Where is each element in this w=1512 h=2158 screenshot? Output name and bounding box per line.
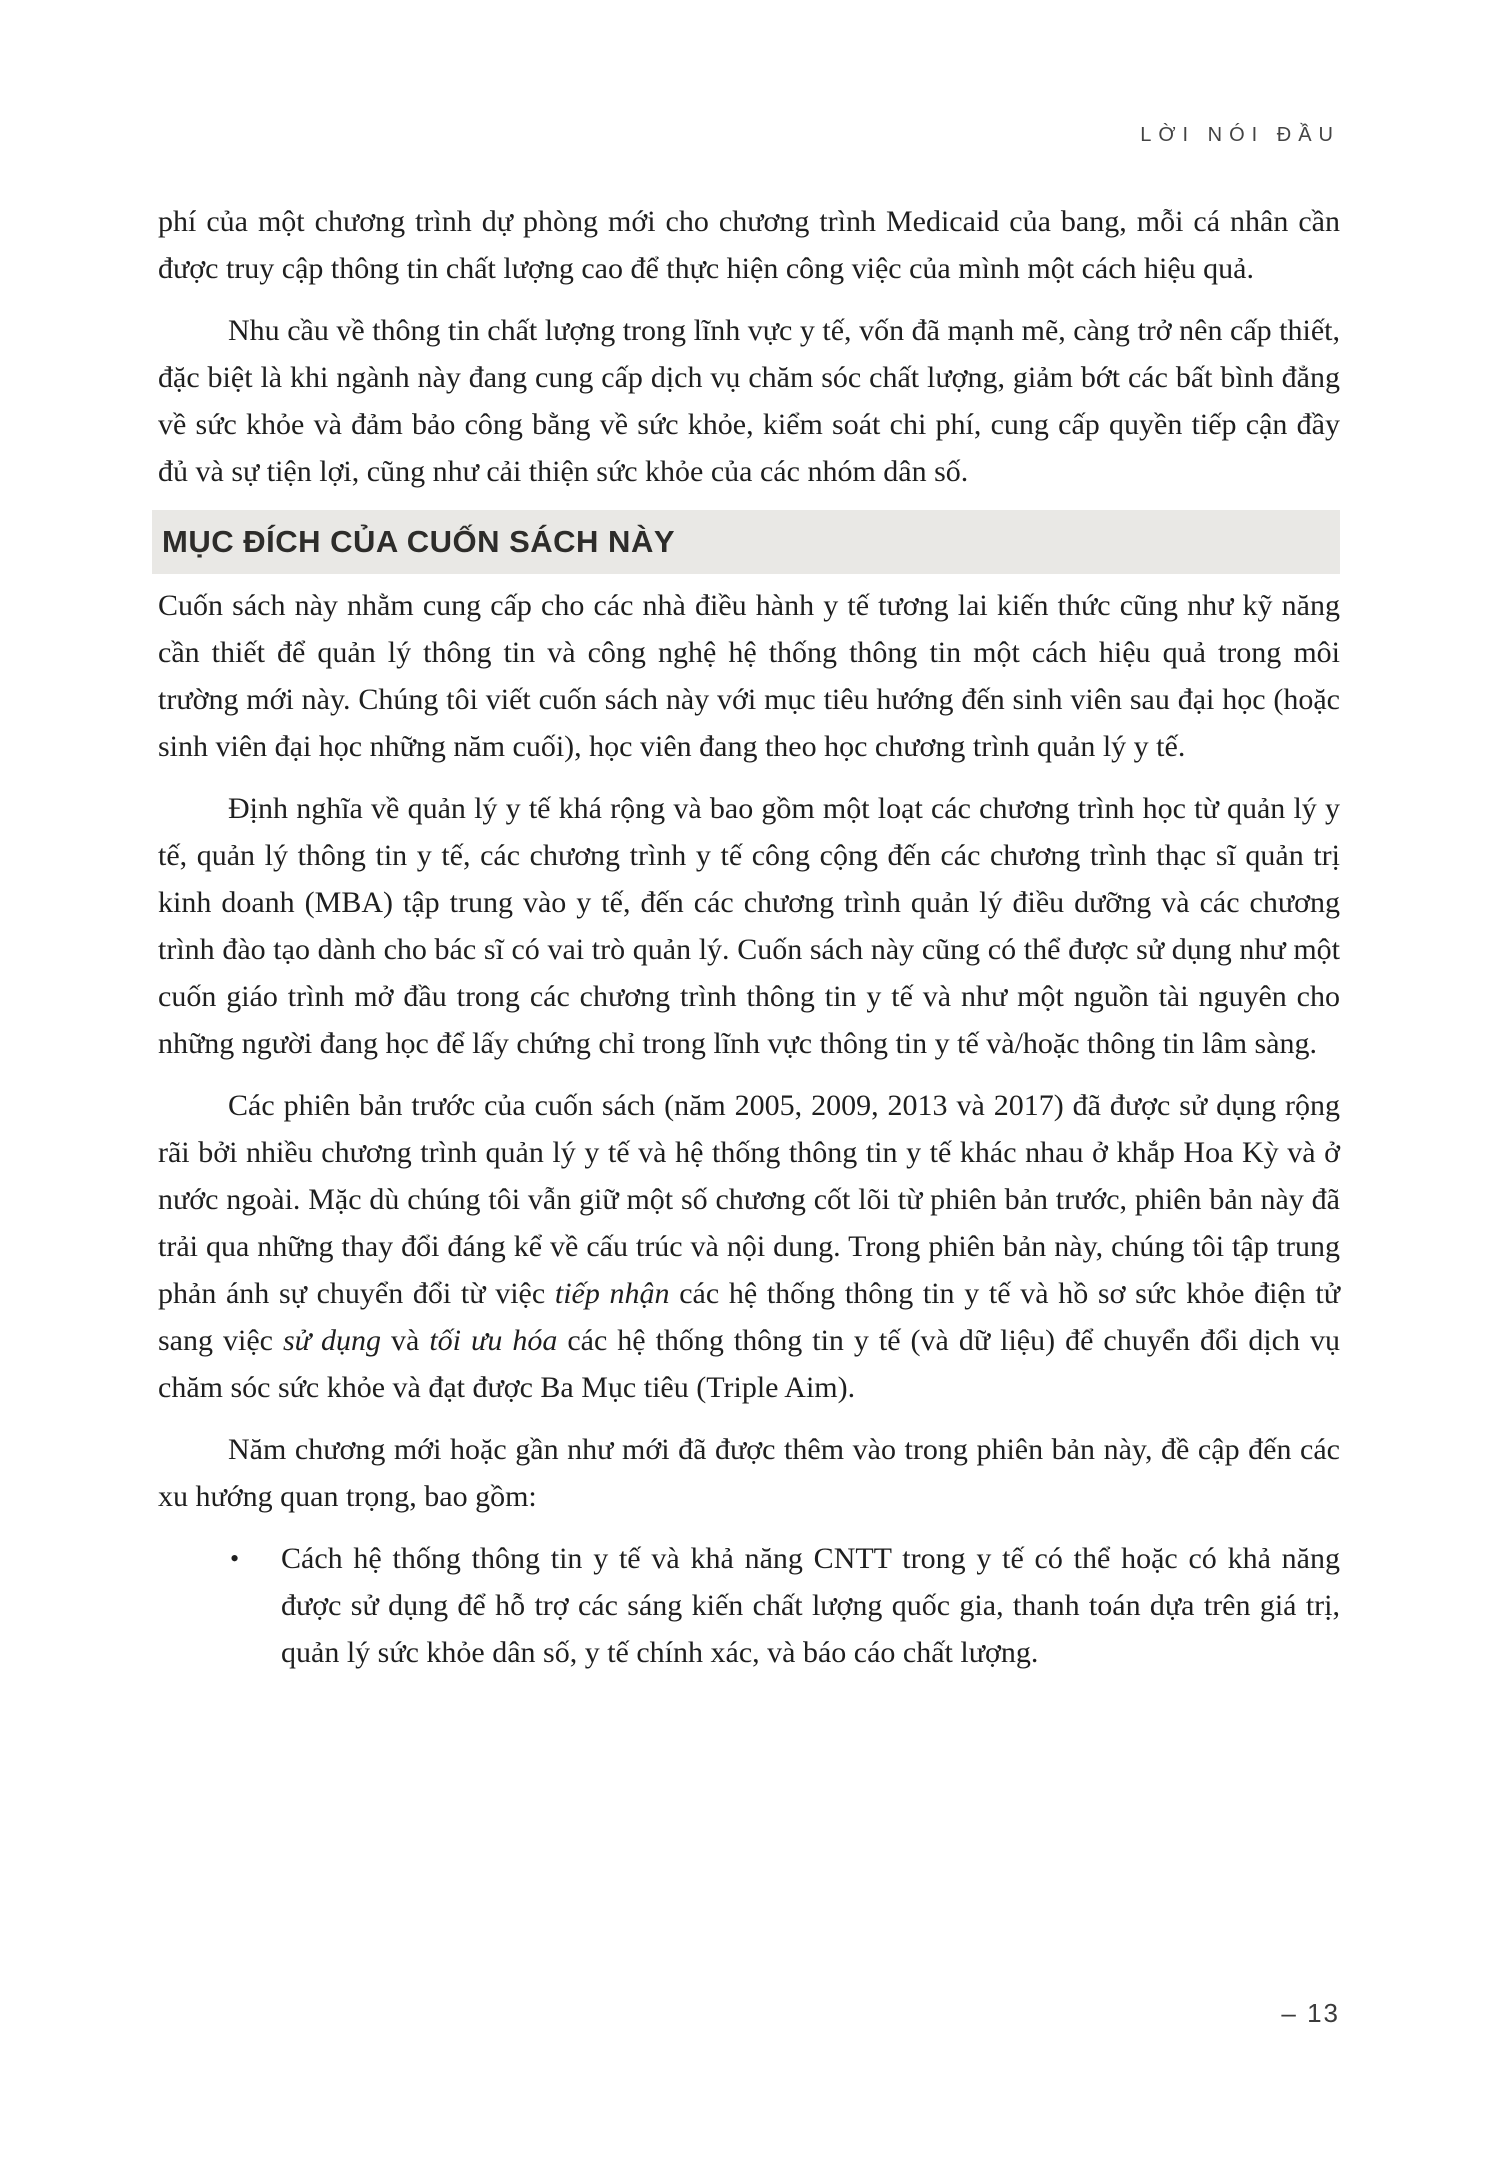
body-paragraph-1: phí của một chương trình dự phòng mới cho chương trình Medicaid của bang, mỗi cá nhân cần được truy cập thông tin chất lượng cao để thực hiện công việc của mình một cách hiệu quả. bbox=[158, 205, 1340, 285]
bullet-item bbox=[158, 1535, 1340, 1676]
body-paragraph-5 bbox=[158, 1082, 1340, 1411]
running-header: LỜI NÓI ĐẦU bbox=[1140, 124, 1340, 146]
paragraph-5-italic-term: tối ưu hóa bbox=[429, 1324, 558, 1357]
body-paragraph-3: Cuốn sách này nhằm cung cấp cho các nhà điều hành y tế tương lai kiến thức cũng như kỹ năng cần thiết để quản lý thông tin và công nghệ hệ thống thông tin một cách hiệu quả trong môi trường mới này. Chúng tôi viết cuốn sách này với mục tiêu hướng đến sinh viên sau đại học (hoặc sinh viên đại học những năm cuối), học viên đang theo học chương trình quản lý y tế. bbox=[158, 589, 1340, 763]
page-number: – 13 bbox=[1281, 1998, 1340, 2028]
bullet-item-text: Cách hệ thống thông tin y tế và khả năng CNTT trong y tế có thể hoặc có khả năng được sử dụng để hỗ trợ các sáng kiến chất lượng quốc gia, thanh toán dựa trên giá trị, quản lý sức khỏe dân số, y tế chính xác, và báo cáo chất lượng. bbox=[281, 1542, 1340, 1669]
bullet-marker: • bbox=[230, 1544, 240, 1573]
page-content bbox=[158, 198, 1340, 1676]
section-heading-bar bbox=[152, 510, 1340, 574]
paragraph-5-italic-term: tiếp nhận bbox=[554, 1277, 670, 1310]
paragraph-5-text: các hệ thống thông tin y tế (và dữ liệu) để chuyển đổi dịch vụ chăm sóc sức khỏe và đạt được Ba Mục tiêu (Triple Aim). bbox=[158, 1324, 1340, 1404]
body-paragraph-2: Nhu cầu về thông tin chất lượng trong lĩnh vực y tế, vốn đã mạnh mẽ, càng trở nên cấp thiết, đặc biệt là khi ngành này đang cung cấp dịch vụ chăm sóc chất lượng, giảm bớt các bất bình đẳng về sức khỏe và đảm bảo công bằng về sức khỏe, kiểm soát chi phí, cung cấp quyền tiếp cận đầy đủ và sự tiện lợi, cũng như cải thiện sức khỏe của các nhóm dân số. bbox=[158, 314, 1340, 488]
paragraph-5-text: Các phiên bản trước của cuốn sách (năm 2005, 2009, 2013 và 2017) đã được sử dụng rộng rãi bởi nhiều chương trình quản lý y tế và hệ thống thông tin y tế khác nhau ở khắp Hoa Kỳ và ở nước ngoài. Mặc dù chúng tôi vẫn giữ một số chương cốt lõi từ phiên bản trước, phiên bản này đã trải qua những thay đổi đáng kể về cấu trúc và nội dung. Trong phiên bản này, chúng tôi tập trung phản ánh sự chuyển đổi từ việc bbox=[158, 1089, 1340, 1310]
paragraph-5-text: và bbox=[381, 1324, 430, 1357]
paragraph-5-text: các hệ thống thông tin y tế và hồ sơ sức khỏe điện tử sang việc bbox=[158, 1277, 1340, 1357]
paragraph-5-italic-term: sử dụng bbox=[282, 1324, 381, 1357]
body-paragraph-4: Định nghĩa về quản lý y tế khá rộng và bao gồm một loạt các chương trình học từ quản lý y tế, quản lý thông tin y tế, các chương trình y tế công cộng đến các chương trình thạc sĩ quản trị kinh doanh (MBA) tập trung vào y tế, đến các chương trình quản lý điều dưỡng và các chương trình đào tạo dành cho bác sĩ có vai trò quản lý. Cuốn sách này cũng có thể được sử dụng như một cuốn giáo trình mở đầu trong các chương trình thông tin y tế và như một nguồn tài nguyên cho những người đang học để lấy chứng chỉ trong lĩnh vực thông tin y tế và/hoặc thông tin lâm sàng. bbox=[158, 792, 1340, 1060]
body-paragraph-6: Năm chương mới hoặc gần như mới đã được thêm vào trong phiên bản này, đề cập đến các xu hướng quan trọng, bao gồm: bbox=[158, 1433, 1340, 1513]
section-heading: MỤC ĐÍCH CỦA CUỐN SÁCH NÀY bbox=[162, 524, 676, 559]
